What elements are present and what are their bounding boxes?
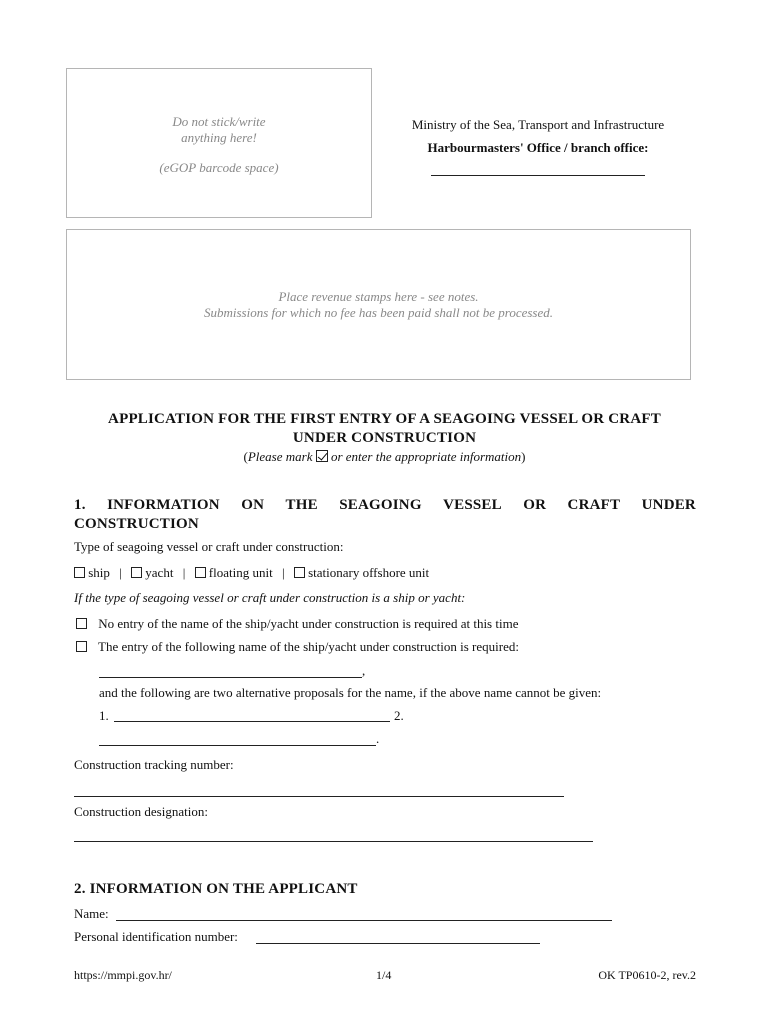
section1-heading-word: THE <box>285 497 318 513</box>
type-stationary-offshore-unit-label: stationary offshore unit <box>308 565 430 580</box>
applicant-name-field[interactable] <box>116 920 612 921</box>
barcode-box <box>66 68 372 218</box>
section1-heading-word: INFORMATION <box>107 497 220 513</box>
alternatives-text: and the following are two alternative proposals for the name, if the above name cannot be given: <box>99 685 602 700</box>
barcode-note-line1: Do not stick/write <box>172 114 266 129</box>
section1-heading-word: SEAGOING <box>339 497 422 513</box>
form-title-line2: UNDER CONSTRUCTION <box>292 430 477 446</box>
checkbox-yacht[interactable] <box>131 567 142 578</box>
section1-heading-word: OR <box>523 497 547 513</box>
form-title-line1: APPLICATION FOR THE FIRST ENTRY OF A SEAGOING VESSEL OR CRAFT <box>108 411 661 427</box>
alt-name-2-period: . <box>376 731 380 746</box>
construction-designation-field[interactable] <box>74 841 593 842</box>
stamp-note-line1: Place revenue stamps here - see notes. <box>278 289 479 304</box>
instruction-close: ) <box>521 449 526 464</box>
checkbox-no-entry[interactable] <box>76 618 87 629</box>
checkbox-ship[interactable] <box>74 567 85 578</box>
ship-name-comma: , <box>362 663 366 678</box>
pin-label: Personal identification number: <box>74 929 238 944</box>
section1-heading-word: VESSEL <box>443 497 502 513</box>
construction-designation-label: Construction designation: <box>74 804 208 819</box>
alt-name-1-field[interactable] <box>114 721 390 722</box>
vessel-type-label: Type of seagoing vessel or craft under construction: <box>74 539 344 554</box>
applicant-name-label: Name: <box>74 906 109 921</box>
office-label: Harbourmasters' Office / branch office: <box>427 140 649 155</box>
section2-heading: 2. INFORMATION ON THE APPLICANT <box>74 881 358 897</box>
footer-form-code: OK TP0610-2, rev.2 <box>598 968 696 982</box>
alt2-label: 2. <box>394 708 404 723</box>
option-entry-label: The entry of the following name of the ship/yacht under construction is required: <box>98 639 519 654</box>
ship-yacht-note: If the type of seagoing vessel or craft under construction is a ship or yacht: <box>74 590 466 605</box>
type-yacht-label: yacht <box>145 565 174 580</box>
tracking-number-label: Construction tracking number: <box>74 757 234 772</box>
ministry-name: Ministry of the Sea, Transport and Infrastructure <box>411 117 665 132</box>
form-title <box>66 410 703 448</box>
barcode-note-line3: (eGOP barcode space) <box>159 160 279 175</box>
checkbox-entry[interactable] <box>76 641 87 652</box>
tracking-number-field[interactable] <box>74 796 564 797</box>
stamp-note-line2: Submissions for which no fee has been paid shall not be processed. <box>203 305 554 320</box>
section1-heading <box>74 496 696 534</box>
type-floating-unit-label: floating unit <box>208 565 273 580</box>
section1-heading-line1 <box>74 496 696 515</box>
section1-heading-word: 1. <box>74 497 86 513</box>
footer-page-number: 1/4 <box>376 968 392 982</box>
separator: | <box>119 565 122 580</box>
form-instruction <box>66 449 703 465</box>
barcode-note-line2: anything here! <box>181 130 257 145</box>
instruction-pre: Please mark <box>247 449 313 464</box>
pin-field[interactable] <box>256 943 540 944</box>
instruction-open: ( <box>243 449 248 464</box>
footer-url[interactable]: https://mmpi.gov.hr/ <box>74 968 172 982</box>
separator: | <box>182 565 186 580</box>
office-field[interactable] <box>431 175 645 176</box>
instruction-post: or enter the appropriate information <box>330 449 522 464</box>
checkmark-icon <box>316 450 328 462</box>
option-no-entry-label: No entry of the name of the ship/yacht under construction is required at this time <box>98 616 519 631</box>
section1-heading-word: UNDER <box>641 497 696 513</box>
section1-heading-word: ON <box>241 497 265 513</box>
ship-name-field[interactable] <box>99 677 362 678</box>
option-entry <box>76 639 519 655</box>
authority-block <box>388 117 688 156</box>
checkbox-stationary-offshore-unit[interactable] <box>294 567 305 578</box>
section1-heading-line2: CONSTRUCTION <box>74 516 199 532</box>
vessel-type-options <box>74 565 429 581</box>
type-ship-label: ship <box>88 565 110 580</box>
revenue-stamp-box <box>66 229 691 380</box>
alt1-label: 1. <box>99 708 109 723</box>
alt-name-2-field[interactable] <box>99 745 376 746</box>
section1-heading-word: CRAFT <box>567 497 621 513</box>
separator: | <box>281 565 285 580</box>
checkbox-floating-unit[interactable] <box>195 567 206 578</box>
option-no-entry <box>76 616 518 632</box>
